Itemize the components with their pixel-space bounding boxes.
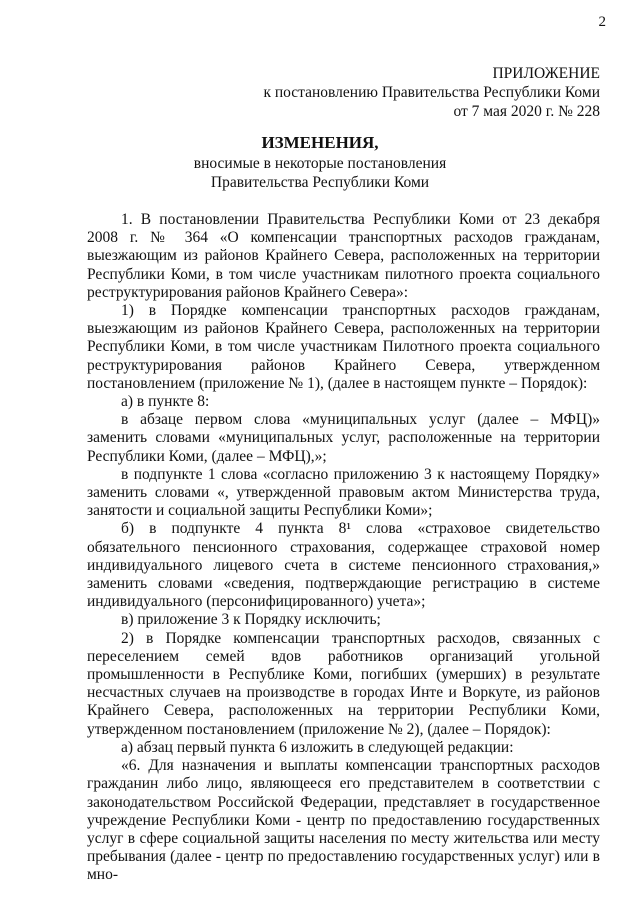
paragraph: «6. Для назначения и выплаты компенсации транспортных расходов гражданин либо лицо, являющееся его представителем в соответствии с законодательством Российской Федерации, представляет в государственное учреждение Республики Коми - центр по предоставлению государственных услуг в сфере социальной защиты населения по месту жительства или месту пребывания (далее - центр по предоставлению государственных услуг) или в мно- <box>87 757 600 884</box>
paragraph: в абзаце первом слова «муниципальных услуг (далее – МФЦ)» заменить словами «муниципальных услуг, расположенные на территории Республики Коми, (далее – МФЦ),»; <box>87 411 600 465</box>
heading-subtitle-line-2: Правительства Республики Коми <box>210 174 430 191</box>
paragraph: а) в пункте 8: <box>121 393 210 411</box>
paragraph: 2) в Порядке компенсации транспортных расходов, связанных с переселением семей вдов работников организаций угольной промышленности в Республике Коми, погибших (умерших) в результате несчастных случаев на производстве в городах Инте и Воркуте, из районов Крайнего Севера, расположенных на территории Республики Коми, утвержденном постановлением (приложение № 2), (далее – Порядок): <box>87 629 600 738</box>
heading-subtitle-line-1: вносимые в некоторые постановления <box>193 155 447 172</box>
paragraph: 1) в Порядке компенсации транспортных расходов гражданам, выезжающим из районов Крайнего Севера, расположенных на территории Республики Коми, в том числе участникам Пилотного проекта социального реструктурирования районов Крайнего Севера, утвержденном постановлением (приложение № 1), (далее в настоящем пункте – Порядок): <box>87 302 600 392</box>
appendix-title: ПРИЛОЖЕНИЕ <box>492 65 600 82</box>
appendix-resolution-line: к постановлению Правительства Республики Коми <box>263 84 600 101</box>
paragraph: 1. В постановлении Правительства Республики Коми от 23 декабря 2008 г. № 364 «О компенсации транспортных расходов гражданам, выезжающим из районов Крайнего Севера, расположенных на территории Республики Коми, в том числе участникам пилотного проекта социального реструктурирования районов Крайнего Севера»: <box>87 211 600 301</box>
page-number: 2 <box>598 14 606 30</box>
paragraph: в) приложение 3 к Порядку исключить; <box>121 611 381 629</box>
appendix-date-line: от 7 мая 2020 г. № 228 <box>453 103 600 120</box>
heading-title: ИЗМЕНЕНИЯ, <box>261 133 379 152</box>
document-heading <box>0 132 640 192</box>
paragraph: б) в подпункте 4 пункта 8¹ слова «страховое свидетельство обязательного пенсионного страхования, содержащее страховой номер индивидуального лицевого счета в системе пенсионного страхования,» заменить словами «сведения, подтверждающие регистрацию в системе индивидуального (персонифицированного) учета»; <box>87 520 600 611</box>
document-body <box>87 211 600 885</box>
paragraph: в подпункте 1 слова «согласно приложению 3 к настоящему Порядку» заменить словами «, утвержденной правовым актом Министерства труда, занятости и социальной защиты Республики Коми»; <box>87 465 600 520</box>
appendix-header <box>263 64 600 121</box>
paragraph: а) абзац первый пункта 6 изложить в следующей редакции: <box>121 738 514 756</box>
